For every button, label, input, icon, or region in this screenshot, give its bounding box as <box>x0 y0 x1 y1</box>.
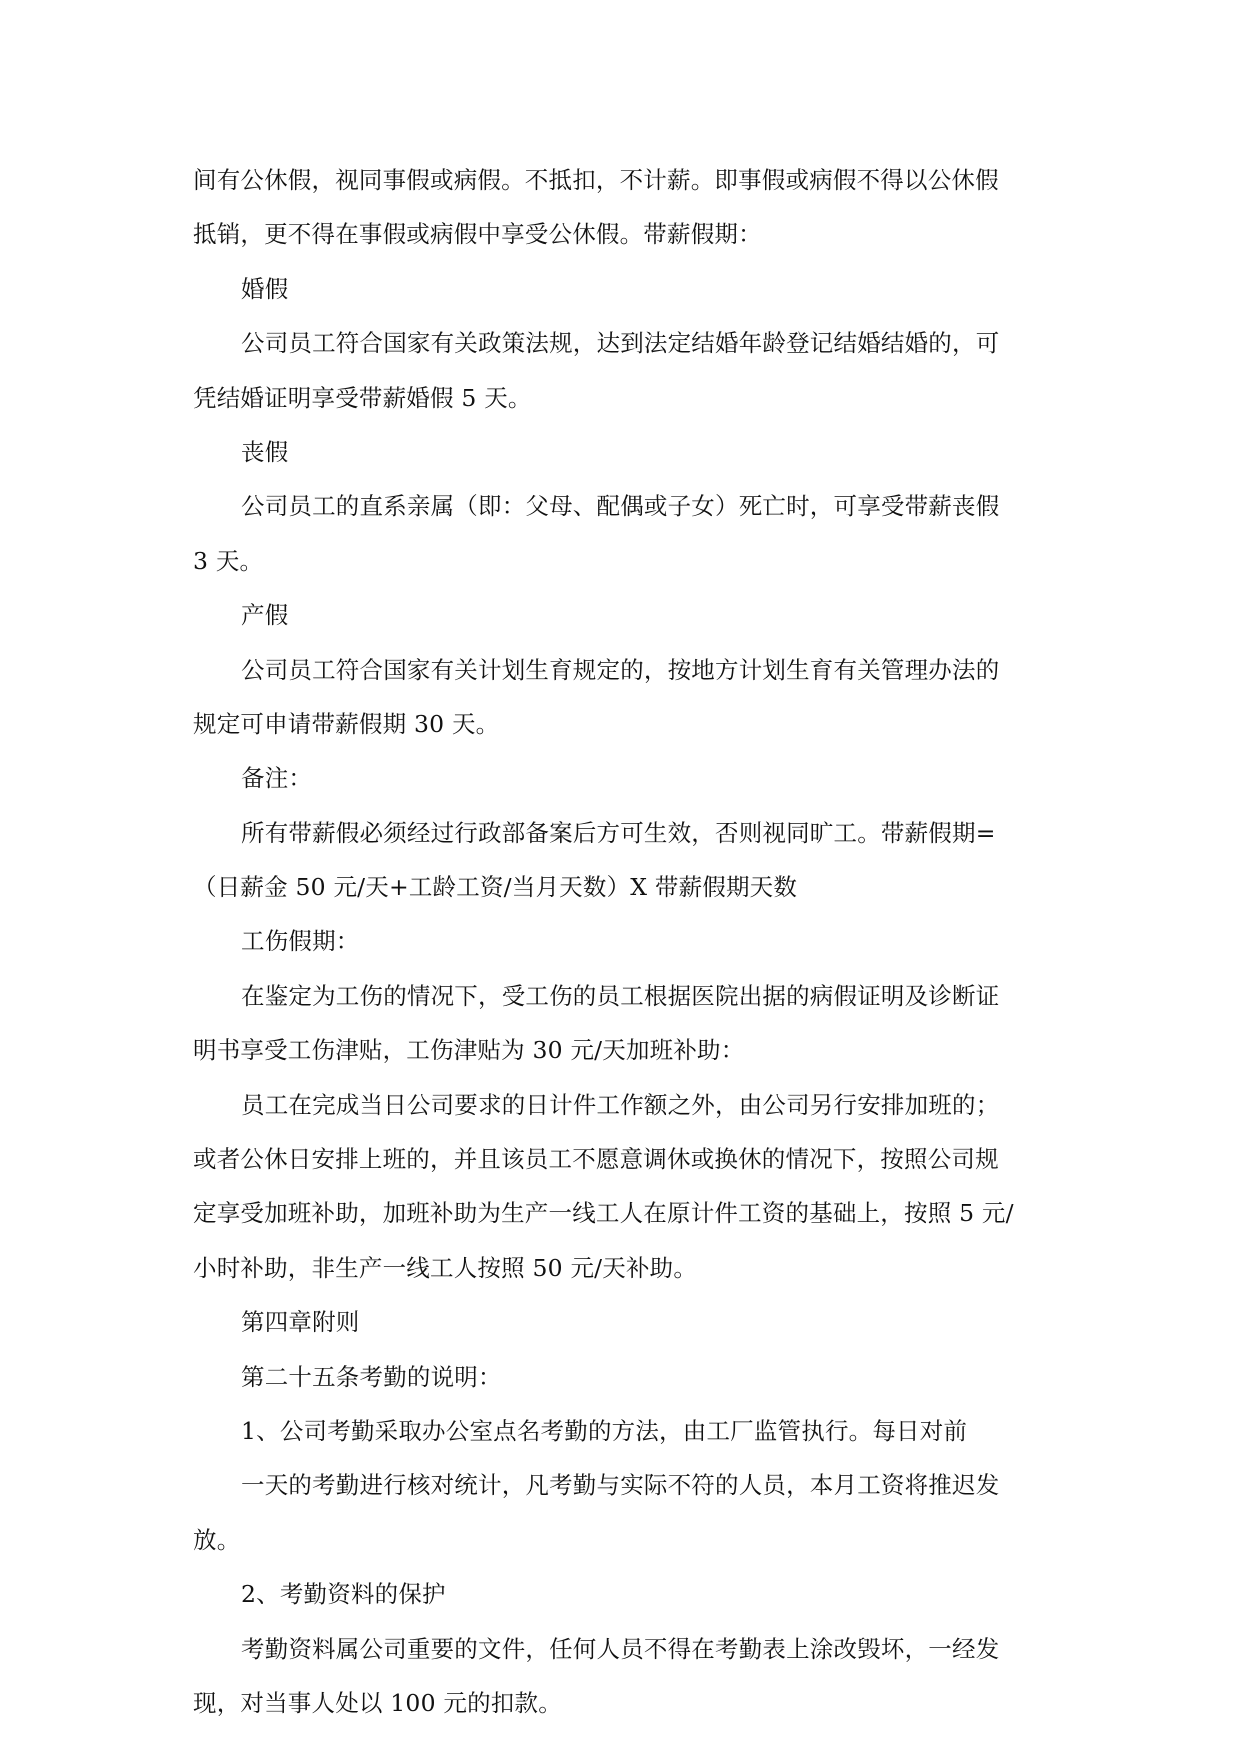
text-line: 现，对当事人处以 100 元的扣款。 <box>193 1688 562 1717</box>
text-line: 丧假 <box>241 437 289 466</box>
text-line: 员工在完成当日公司要求的日计件工作额之外，由公司另行安排加班的； <box>241 1090 1000 1119</box>
text-line: 公司员工符合国家有关计划生育规定的，按地方计划生育有关管理办法的 <box>241 655 1000 684</box>
text-line: 规定可申请带薪假期 30 天。 <box>193 709 500 738</box>
text-line: 定享受加班补助，加班补助为生产一线工人在原计件工资的基础上，按照 5 元/ <box>193 1199 1014 1228</box>
text-line: 或者公休日安排上班的，并且该员工不愿意调休或换休的情况下，按照公司规 <box>193 1145 999 1174</box>
text-line: 抵销，更不得在事假或病假中享受公休假。带薪假期： <box>193 220 762 249</box>
text-line: 所有带薪假必须经过行政部备案后方可生效，否则视同旷工。带薪假期= <box>241 818 996 847</box>
text-line: 第四章附则 <box>241 1308 360 1337</box>
text-line: 婚假 <box>241 274 289 303</box>
text-line: 公司员工的直系亲属（即：父母、配偶或子女）死亡时，可享受带薪丧假 <box>241 492 1000 521</box>
text-line: 考勤资料属公司重要的文件，任何人员不得在考勤表上涂改毁坏，一经发 <box>241 1634 1000 1663</box>
text-line: 间有公休假，视同事假或病假。不抵扣，不计薪。即事假或病假不得以公休假 <box>193 166 999 194</box>
text-line: 产假 <box>241 601 289 630</box>
text-line: 放。 <box>193 1525 241 1554</box>
text-line: 1、公司考勤采取办公室点名考勤的方法，由工厂监管执行。每日对前 <box>241 1416 968 1445</box>
text-line: 工伤假期： <box>241 927 360 956</box>
text-line: 明书享受工伤津贴，工伤津贴为 30 元/天加班补助： <box>193 1036 745 1065</box>
text-line: 在鉴定为工伤的情况下，受工伤的员工根据医院出据的病假证明及诊断证 <box>241 981 1000 1010</box>
text-line: 一天的考勤进行核对统计，凡考勤与实际不符的人员，本月工资将推迟发 <box>241 1471 1000 1500</box>
text-line: 小时补助，非生产一线工人按照 50 元/天补助。 <box>193 1253 698 1282</box>
text-line: 公司员工符合国家有关政策法规，达到法定结婚年龄登记结婚结婚的，可 <box>241 329 1000 358</box>
text-line: 3 天。 <box>193 546 264 575</box>
text-line: 备注： <box>241 764 313 793</box>
text-line: （日薪金 50 元/天+工龄工资/当月天数）X 带薪假期天数 <box>193 873 798 902</box>
text-line: 2、考勤资料的保护 <box>241 1580 446 1609</box>
text-line: 第二十五条考勤的说明： <box>241 1362 502 1391</box>
document-body <box>193 153 1049 1730</box>
text-line: 凭结婚证明享受带薪婚假 5 天。 <box>193 383 532 412</box>
